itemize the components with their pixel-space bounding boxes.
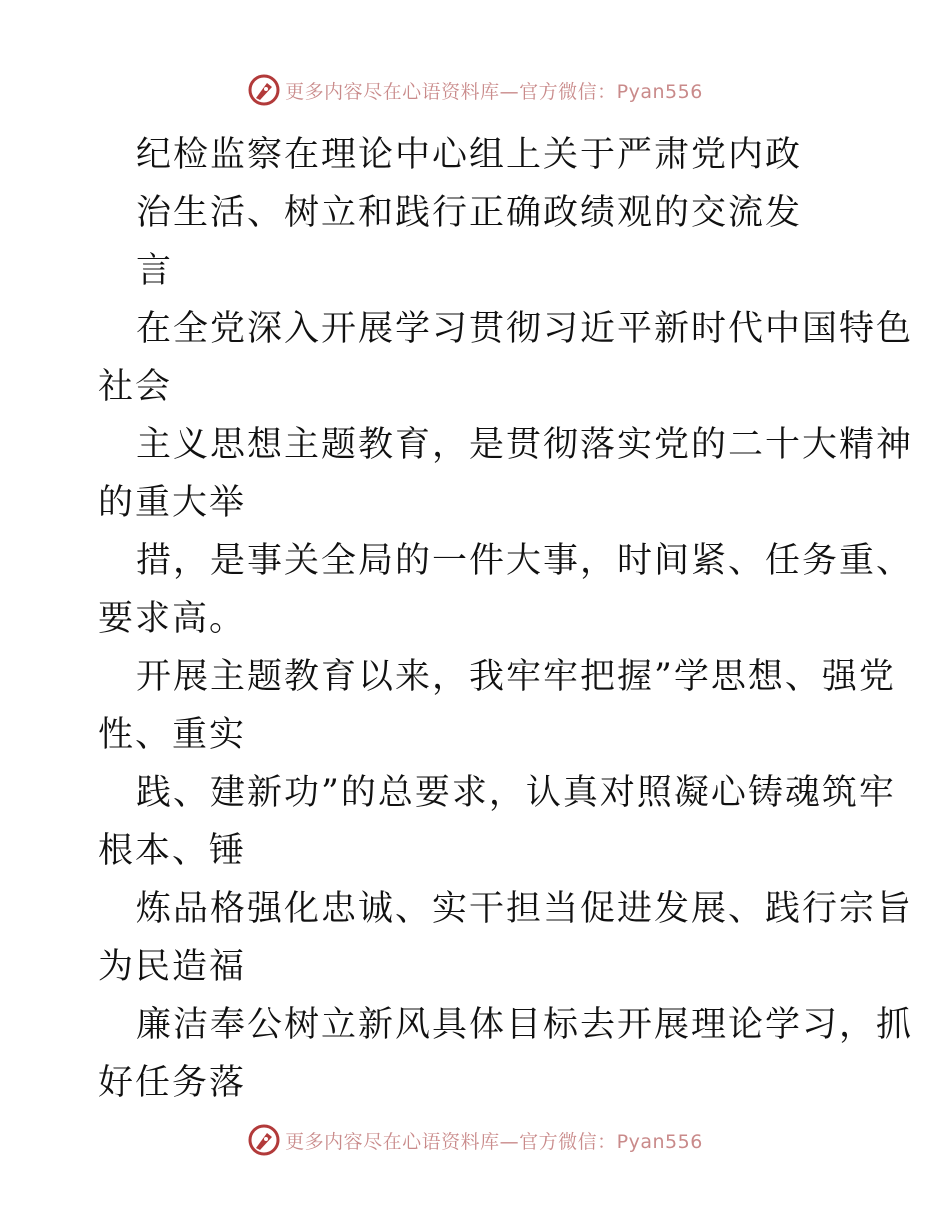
title-line-2: 治生活、树立和践行正确政绩观的交流发	[136, 193, 803, 233]
paragraph-line: 社会	[98, 367, 173, 407]
header-banner-text: 更多内容尽在心语资料库—官方微信：Pyan556	[285, 80, 703, 103]
paragraph-line: 在全党深入开展学习贯彻习近平新时代中国特色	[136, 309, 914, 349]
title-line-3: 言	[136, 251, 174, 291]
pen-nib-circle-icon	[247, 73, 281, 107]
paragraph-line: 性、重实	[98, 715, 247, 755]
paragraph-line: 好任务落	[98, 1063, 247, 1103]
title-line-1: 纪检监察在理论中心组上关于严肃党内政	[136, 135, 803, 175]
paragraph-line: 廉洁奉公树立新风具体目标去开展理论学习，抓	[136, 1005, 914, 1045]
paragraph-line: 措，是事关全局的一件大事，时间紧、任务重、	[136, 541, 914, 581]
paragraph-line: 主义思想主题教育，是贯彻落实党的二十大精神	[136, 425, 914, 465]
paragraph-line: 的重大举	[98, 483, 247, 523]
document-body	[98, 126, 914, 1112]
paragraph-line: 为民造福	[98, 947, 247, 987]
paragraph-line: 根本、锤	[98, 831, 247, 871]
footer-banner-text: 更多内容尽在心语资料库—官方微信：Pyan556	[285, 1130, 703, 1153]
paragraph-line: 开展主题教育以来，我牢牢把握”学思想、强党	[136, 657, 896, 697]
footer-banner	[0, 1120, 950, 1160]
pen-nib-circle-icon	[247, 1123, 281, 1157]
paragraph-line: 炼品格强化忠诚、实干担当促进发展、践行宗旨	[136, 889, 914, 929]
paragraph-line: 要求高。	[98, 599, 247, 639]
paragraph-line: 践、建新功”的总要求，认真对照凝心铸魂筑牢	[136, 773, 896, 813]
header-banner	[0, 70, 950, 110]
